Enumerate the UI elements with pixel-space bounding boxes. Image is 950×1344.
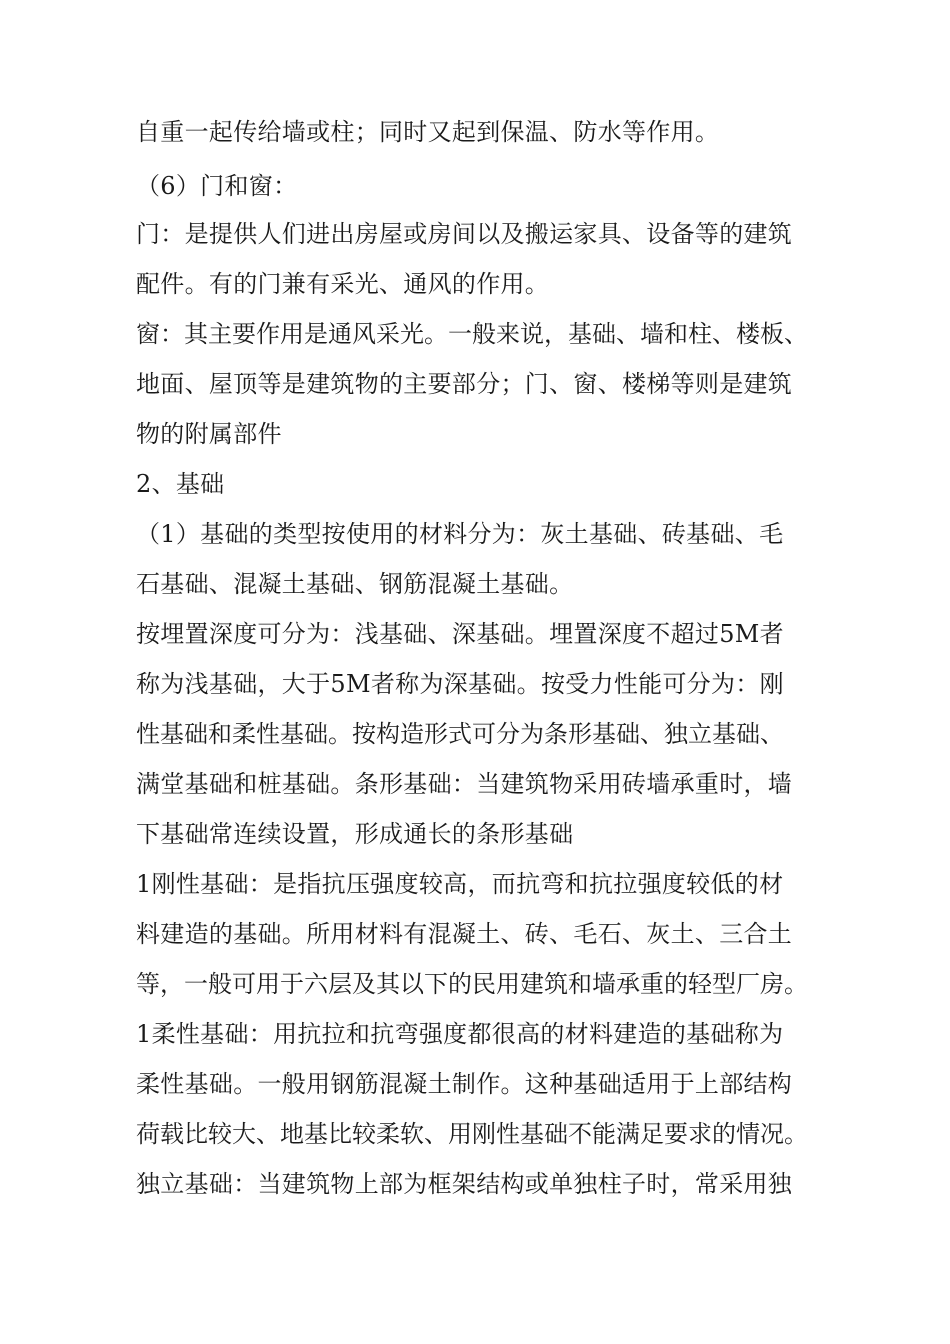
text-line: 料建造的基础。所用材料有混凝土、砖、毛石、灰土、三合土 bbox=[136, 920, 793, 948]
text-line: 门：是提供人们进出房屋或房间以及搬运家具、设备等的建筑 bbox=[136, 220, 793, 248]
text-line: 独立基础：当建筑物上部为框架结构或单独柱子时，常采用独 bbox=[136, 1170, 793, 1198]
text-line: 窗：其主要作用是通风采光。一般来说，基础、墙和柱、楼板、 bbox=[136, 320, 808, 348]
text-line: 物的附属部件 bbox=[136, 420, 282, 448]
text-line: 1刚性基础：是指抗压强度较高，而抗弯和抗拉强度较低的材 bbox=[136, 870, 784, 898]
text-line: 满堂基础和桩基础。条形基础：当建筑物采用砖墙承重时，墙 bbox=[136, 770, 793, 798]
text-line: （1）基础的类型按使用的材料分为：灰土基础、砖基础、毛 bbox=[136, 520, 784, 548]
section-heading-doors-windows: （6）门和窗： bbox=[136, 172, 298, 200]
text-line: 称为浅基础，大于5M者称为深基础。按受力性能可分为：刚 bbox=[136, 670, 784, 698]
text-line: 自重一起传给墙或柱；同时又起到保温、防水等作用。 bbox=[136, 118, 720, 146]
text-line: 荷载比较大、地基比较柔软、用刚性基础不能满足要求的情况。 bbox=[136, 1120, 808, 1148]
text-line: 等，一般可用于六层及其以下的民用建筑和墙承重的轻型厂房。 bbox=[136, 970, 808, 998]
text-line: 柔性基础。一般用钢筋混凝土制作。这种基础适用于上部结构 bbox=[136, 1070, 793, 1098]
text-line: 性基础和柔性基础。按构造形式可分为条形基础、独立基础、 bbox=[136, 720, 784, 748]
text-line: 按埋置深度可分为：浅基础、深基础。埋置深度不超过5M者 bbox=[136, 620, 784, 648]
text-line: 配件。有的门兼有采光、通风的作用。 bbox=[136, 270, 550, 298]
text-line: 地面、屋顶等是建筑物的主要部分；门、窗、楼梯等则是建筑 bbox=[136, 370, 793, 398]
text-line: 石基础、混凝土基础、钢筋混凝土基础。 bbox=[136, 570, 574, 598]
section-heading-foundation: 2、基础 bbox=[136, 470, 225, 498]
text-line: 下基础常连续设置，形成通长的条形基础 bbox=[136, 820, 574, 848]
text-line: 1柔性基础：用抗拉和抗弯强度都很高的材料建造的基础称为 bbox=[136, 1020, 784, 1048]
